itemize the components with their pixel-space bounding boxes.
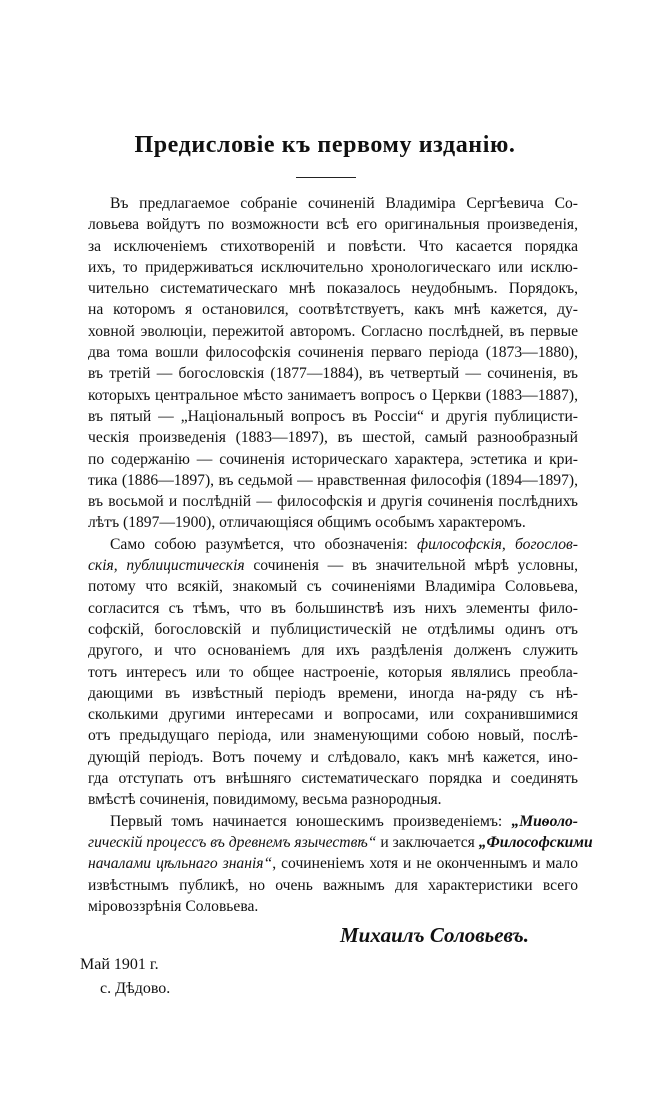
text-line [88, 555, 578, 576]
signature: Михаилъ Соловьевъ. [340, 923, 529, 947]
text-segment: ловьева войдутъ по возможности всѣ его оригинальныя произведенія, [88, 216, 578, 234]
text-line [88, 257, 578, 278]
text-segment: тотъ интересъ или то общее настроеніе, которыя являлись преобла- [88, 663, 578, 681]
text-line [88, 512, 578, 533]
emphasized-text: скія, публицистическія [88, 557, 245, 575]
text-line [88, 768, 578, 789]
text-line [88, 640, 578, 661]
text-segment: на которомъ я остановился, соотвѣтствуетъ, какъ мнѣ кажется, ду- [88, 301, 578, 319]
text-segment: Въ предлагаемое собраніе сочиненій Владиміра Сергѣевича Со- [110, 195, 578, 212]
text-segment: которыхъ центральное мѣсто занимаетъ вопросъ о Церкви (1883—1887), [88, 386, 578, 404]
text-segment: Само собою разумѣется, что обозначенія: [110, 535, 418, 553]
paragraph [88, 811, 593, 917]
text-line [88, 683, 578, 704]
text-segment: дующій періодъ. Вотъ почему и слѣдовало, какъ мнѣ кажется, ино- [88, 748, 578, 766]
date: Май 1901 г. [80, 956, 159, 973]
text-line [88, 853, 578, 874]
text-line [88, 278, 578, 299]
text-line [88, 363, 578, 384]
text-line [88, 299, 578, 320]
text-segment: въ восьмой и послѣдній — философскія и другія сочиненія послѣднихъ [88, 493, 578, 511]
text-segment: и заключается [376, 833, 479, 851]
text-line [88, 576, 578, 597]
page-title: Предисловіе къ первому изданію. [134, 132, 516, 158]
text-segment: софскій, богословскій и публицистическій не отдѣлимы одинъ отъ [88, 620, 578, 638]
text-segment: сколькими другими интересами и вопросами, или сохранившимися [88, 706, 578, 724]
text-segment: сочиненія — въ значительной мѣрѣ условны, [244, 557, 578, 575]
text-line [88, 342, 578, 363]
text-line [88, 725, 578, 746]
emphasized-text: „Миѳоло- [511, 812, 578, 830]
title-divider [296, 177, 356, 178]
text-line [88, 449, 578, 470]
emphasized-text: „Философскими [478, 833, 593, 851]
text-segment: два тома вошли философскія сочиненія перваго періода (1873—1880), [88, 344, 578, 362]
text-line [88, 406, 578, 427]
text-line [88, 747, 578, 768]
text-line [88, 236, 578, 257]
text-segment: вмѣстѣ сочиненія, повидимому, весьма разнородныя. [88, 791, 442, 809]
text-line [88, 214, 578, 235]
text-line [88, 789, 578, 810]
text-line [88, 193, 578, 214]
text-segment: гда отступать отъ внѣшняго систематическаго порядка и соединять [88, 770, 578, 788]
text-line [88, 875, 578, 896]
text-line [88, 704, 578, 725]
text-line [88, 427, 578, 448]
text-segment: по содержанію — сочиненія историческаго характера, эстетика и кри- [88, 450, 578, 468]
paragraph [88, 534, 578, 811]
text-segment: лѣтъ (1897—1900), отличающіяся общимъ особымъ характеромъ. [88, 514, 526, 532]
text-segment: за исключеніемъ стихотвореній и повѣсти. Что касается порядка [88, 237, 578, 255]
text-segment: въ пятый — „Національный вопросъ въ Россіи“ и другія публицисти- [88, 407, 578, 425]
text-segment: извѣстнымъ публикѣ, но очень важнымъ для характеристики всего [88, 876, 578, 894]
text-line [88, 832, 593, 853]
text-line [88, 491, 578, 512]
text-line [88, 385, 578, 406]
paragraph [88, 193, 578, 534]
text-line [88, 662, 578, 683]
text-line [88, 619, 578, 640]
text-segment: тика (1886—1897), въ седьмой — нравственная философія (1894—1897), [88, 471, 578, 489]
text-segment: ческія произведенія (1883—1897), въ шестой, самый разнообразный [88, 429, 578, 447]
text-segment: ихъ, то придерживаться исключительно хронологическаго или исклю- [88, 258, 578, 276]
text-segment: ховной эволюціи, пережитой авторомъ. Согласно послѣдней, въ первые [88, 322, 578, 340]
text-segment: чительно систематическаго мнѣ показалось неудобнымъ. Порядокъ, [88, 280, 578, 298]
text-segment: отъ предыдущаго періода, или знаменующими собою новый, послѣ- [88, 727, 578, 745]
text-line [88, 534, 578, 555]
text-segment: потому что всякій, знакомый съ сочиненіями Владиміра Соловьева, [88, 578, 578, 596]
emphasized-text: началами цѣльнаго знанія“ [88, 855, 273, 873]
text-line [88, 470, 578, 491]
text-segment: Первый томъ начинается юношескимъ произведеніемъ: [110, 812, 512, 830]
text-segment: , сочиненіемъ хотя и не оконченнымъ и мало [272, 855, 578, 873]
preface-body [88, 193, 593, 917]
text-segment: міровоззрѣнія Соловьева. [88, 897, 259, 915]
text-line [88, 811, 578, 832]
text-segment: дающими въ извѣстный періодъ времени, иногда на-ряду съ нѣ- [88, 684, 578, 702]
text-segment: другого, и что основаніемъ для ихъ раздѣленія долженъ служить [88, 642, 578, 660]
text-segment: согласится съ тѣмъ, что въ большинствѣ изъ нихъ элементы фило- [88, 599, 578, 617]
text-line [88, 598, 578, 619]
text-line [88, 321, 578, 342]
text-line [88, 896, 578, 917]
emphasized-text: философскія, богослов- [417, 535, 578, 553]
place: с. Дѣдово. [100, 980, 171, 997]
emphasized-text: гическій процессъ въ древнемъ язычествѣ“ [88, 833, 377, 851]
text-segment: въ третій — богословскія (1877—1884), въ четвертый — сочиненія, въ [88, 365, 578, 383]
